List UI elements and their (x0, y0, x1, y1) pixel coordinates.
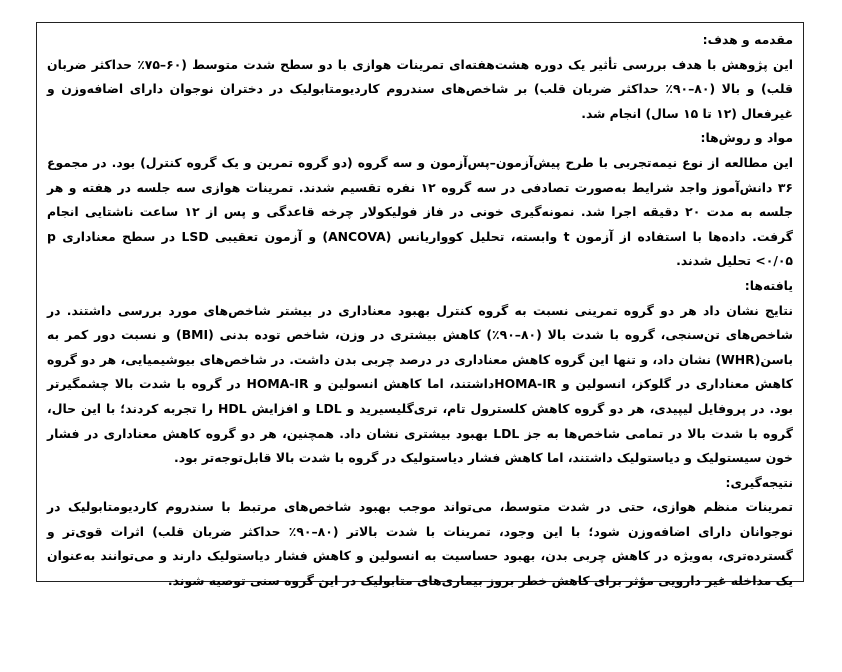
section-heading-introduction: مقدمه و هدف: (702, 32, 793, 47)
section-body-results: نتایج نشان داد هر دو گروه تمرینی نسبت به گروه کنترل بهبود معناداری در بیشتر شاخص‌های مورد بررسی داشتند. در شاخص‌های تن‌سنجی، گروه با شدت بالا (۸۰–۹۰٪) کاهش بیشتری در وزن، شاخص توده بدنی (BMI) و نسبت دور کمر به باسن(WHR) نشان داد، و تنها این گروه کاهش معناداری در درصد چربی بدن داشت. در شاخص‌های بیوشیمیایی، هر دو گروه کاهش معناداری در گلوکز، انسولین و HOMA-IRداشتند، اما کاهش انسولین و HOMA-IR در گروه با شدت بالا چشمگیرتر بود. در پروفایل لیپیدی، هر دو گروه کاهش کلسترول تام، تری‌گلیسیرید و LDL و افزایش HDL را تجربه کردند؛ با این حال، گروه با شدت بالا در تمامی شاخص‌ها به جز LDL بهبود بیشتری نشان داد. همچنین، هر دو گروه کاهش معناداری در فشار خون سیستولیک و دیاستولیک داشتند، اما کاهش فشار دیاستولیک در گروه با شدت بالا قابل‌توجه‌تر بود. (47, 302, 793, 466)
section-body-introduction: این پژوهش با هدف بررسی تأثیر یک دوره هشت‌هفته‌ای تمرینات هوازی با دو سطح شدت متوسط (۶۰–۷۵٪ حداکثر ضربان قلب) و بالا (۸۰–۹۰٪ حداکثر ضربان قلب) بر شاخص‌های سندروم کاردیومتابولیک در دختران نوجوان دارای اضافه‌وزن و غیرفعال (۱۲ تا ۱۵ سال) انجام شد. (47, 56, 793, 121)
section-heading-conclusion: نتیجه‌گیری: (725, 474, 793, 490)
abstract-box (36, 22, 804, 589)
section-body-conclusion: تمرینات منظم هوازی، حتی در شدت متوسط، می‌تواند موجب بهبود شاخص‌های مرتبط با سندروم کاردیومتابولیک در نوجوانان دارای اضافه‌وزن شود؛ با این وجود، تمرینات با شدت بالاتر (۸۰–۹۰٪ حداکثر ضربان قلب) اثرات قوی‌تر و گسترده‌تری، به‌ویژه در کاهش چربی بدن، بهبود حساسیت به انسولین و کاهش فشار دیاستولیک دارند و می‌توانند به‌عنوان یک مداخله غیر دارویی مؤثر برای کاهش خطر بروز بیماری‌های متابولیک در این گروه سنی توصیه شوند. (47, 499, 793, 589)
section-heading-results: یافته‌ها: (744, 277, 793, 293)
section-heading-methods: مواد و روش‌ها: (700, 130, 793, 146)
section-body-methods: این مطالعه از نوع نیمه‌تجربی با طرح پیش‌آزمون–پس‌آزمون و سه گروه (دو گروه تمرین و یک گروه کنترل) بود. در مجموع ۳۶ دانش‌آموز واجد شرایط به‌صورت تصادفی در سه گروه ۱۲ نفره تقسیم شدند. تمرینات هوازی سه جلسه در هفته و هر جلسه به مدت ۲۰ دقیقه اجرا شد. نمونه‌گیری خونی در فاز فولیکولار چرخه قاعدگی و پس از ۱۲ ساعت ناشتایی انجام گرفت. داده‌ها با استفاده از آزمون t وابسته، تحلیل کوواریانس (ANCOVA) و آزمون تعقیبی LSD در سطح معناداری p <۰/۰۵ تحلیل شدند. (47, 154, 794, 269)
